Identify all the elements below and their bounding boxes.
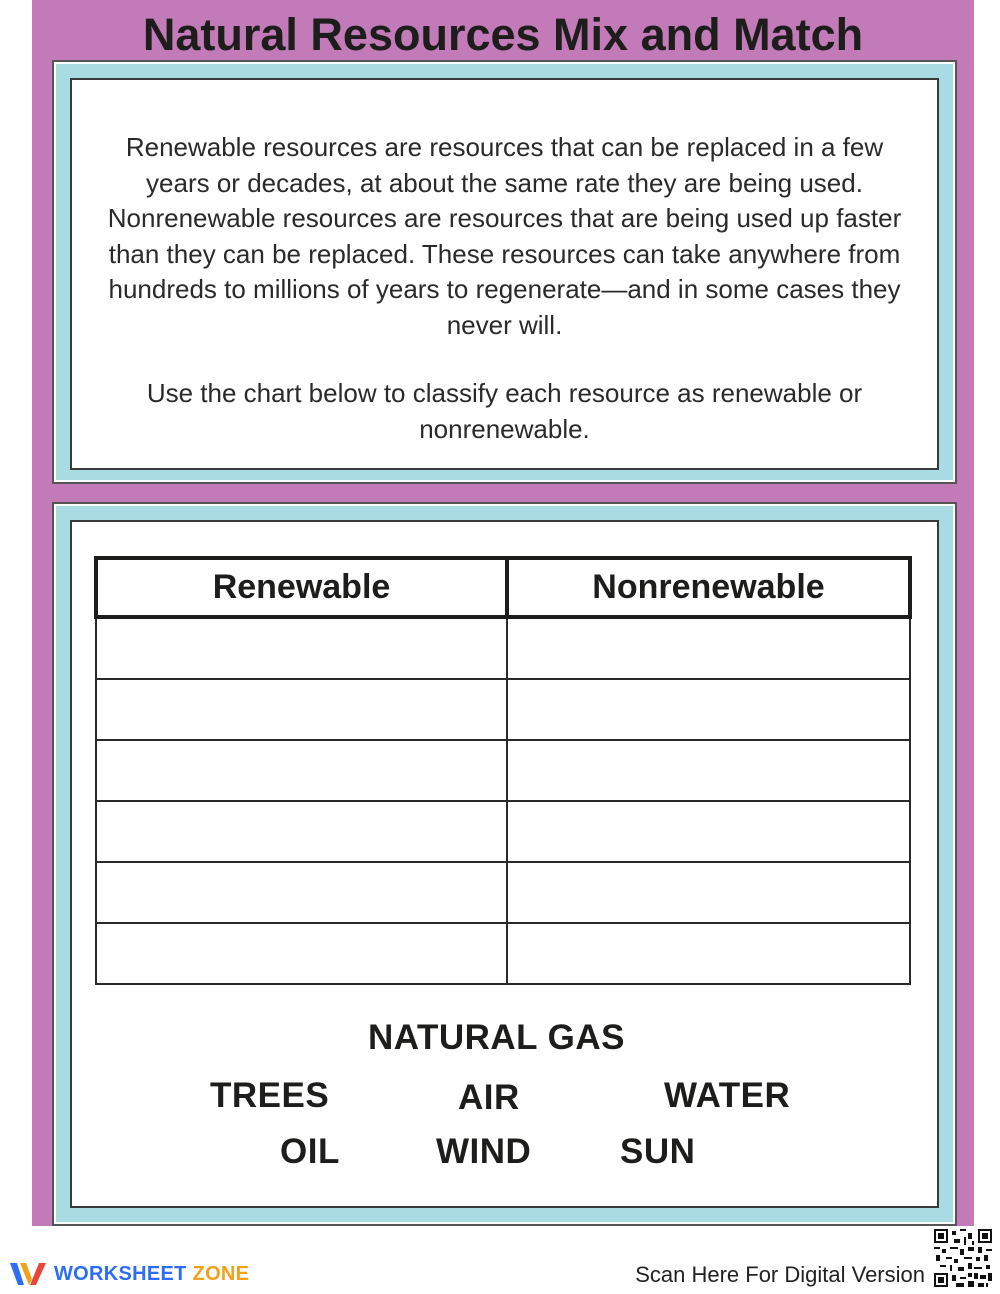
table-row — [96, 679, 910, 740]
word-wind[interactable]: WIND — [436, 1132, 532, 1171]
table-row — [96, 617, 910, 679]
word-air[interactable]: AIR — [458, 1078, 520, 1117]
activity-panel — [52, 502, 957, 1226]
renewable-cell[interactable] — [96, 617, 507, 679]
table-row — [96, 801, 910, 862]
column-header-nonrenewable: Nonrenewable — [507, 558, 910, 617]
intro-panel — [52, 60, 957, 484]
logo-word-worksheet: WORKSHEET — [54, 1262, 187, 1285]
intro-box — [70, 78, 939, 470]
table-row — [96, 862, 910, 923]
scan-digital-version-text: Scan Here For Digital Version — [635, 1262, 925, 1287]
word-trees[interactable]: TREES — [210, 1076, 330, 1115]
renewable-cell[interactable] — [96, 740, 507, 801]
worksheet-zone-logo-icon — [8, 1259, 48, 1289]
column-header-renewable: Renewable — [96, 558, 507, 617]
renewable-cell[interactable] — [96, 679, 507, 740]
activity-box — [70, 520, 939, 1208]
nonrenewable-cell[interactable] — [507, 679, 910, 740]
nonrenewable-cell[interactable] — [507, 862, 910, 923]
logo-text — [54, 1263, 249, 1286]
table-row — [96, 923, 910, 984]
renewable-cell[interactable] — [96, 801, 507, 862]
qr-code-icon[interactable] — [934, 1229, 992, 1287]
word-sun[interactable]: SUN — [620, 1132, 696, 1171]
page-title: Natural Resources Mix and Match — [142, 9, 864, 60]
intro-text — [92, 130, 917, 447]
table-row — [96, 740, 910, 801]
nonrenewable-cell[interactable] — [507, 740, 910, 801]
intro-paragraph-instructions: Use the chart below to classify each resource as renewable or nonrenewable. — [146, 378, 863, 444]
word-water[interactable]: WATER — [664, 1076, 791, 1115]
nonrenewable-cell[interactable] — [507, 923, 910, 984]
worksheet-frame — [32, 0, 974, 1226]
intro-paragraph-definitions: Renewable resources are resources that can be replaced in a few years or decades, at about the same rate they are being used. Nonrenewable resources are resources that are being used up faster than they can be replaced. These resources can take anywhere from hundreds to millions of years to regenerate—and in some cases they never will. — [107, 132, 902, 340]
nonrenewable-cell[interactable] — [507, 617, 910, 679]
worksheet-zone-logo[interactable] — [8, 1256, 249, 1292]
classification-chart — [94, 556, 912, 985]
nonrenewable-cell[interactable] — [507, 801, 910, 862]
logo-word-zone: ZONE — [192, 1262, 250, 1285]
word-oil[interactable]: OIL — [280, 1132, 340, 1171]
word-natural-gas[interactable]: NATURAL GAS — [368, 1018, 625, 1057]
renewable-cell[interactable] — [96, 923, 507, 984]
renewable-cell[interactable] — [96, 862, 507, 923]
